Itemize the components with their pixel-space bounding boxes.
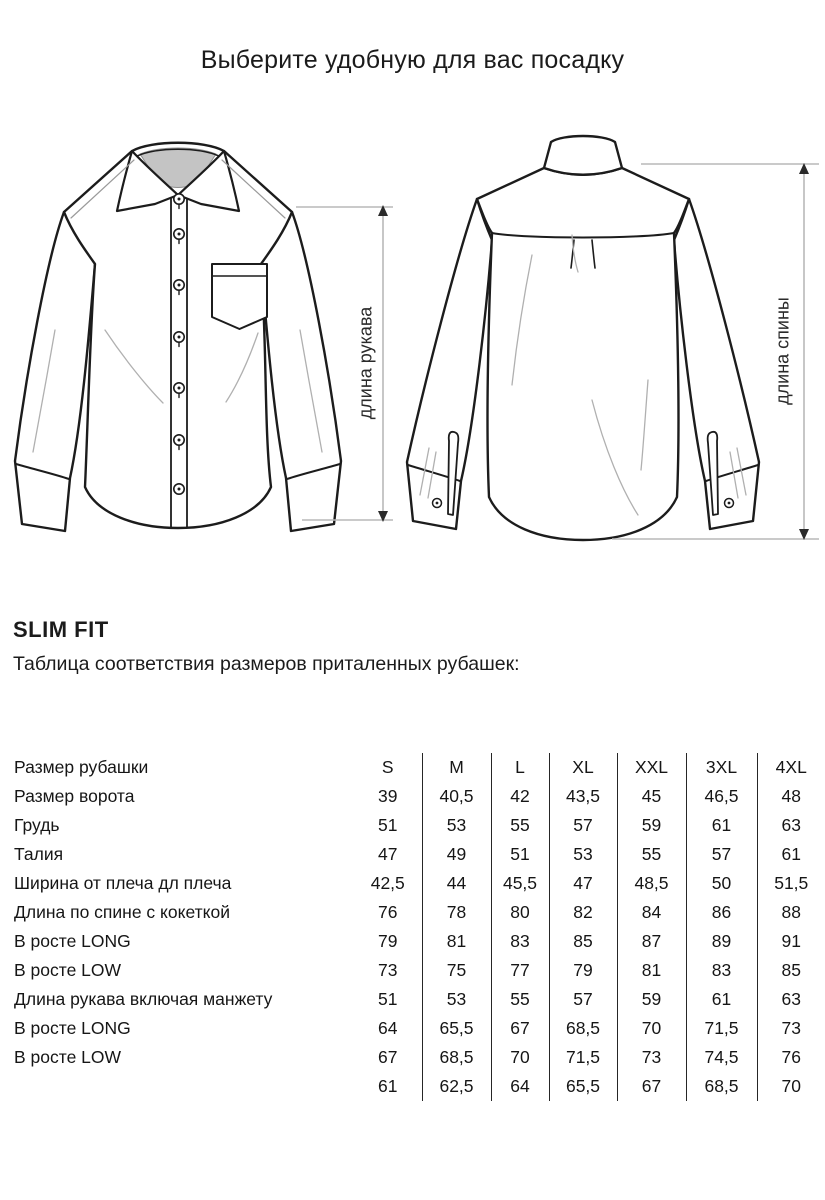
table-cell: 81	[422, 927, 491, 956]
fit-heading: SLIM FIT	[13, 617, 109, 642]
back-length-label: длина спины	[772, 297, 793, 405]
table-cell: 57	[549, 985, 617, 1014]
table-cell: 47	[549, 869, 617, 898]
table-cell: 61	[757, 840, 825, 869]
table-cell: 68,5	[686, 1072, 757, 1101]
table-cell: 68,5	[422, 1043, 491, 1072]
table-cell: 67	[617, 1072, 686, 1101]
table-row	[0, 956, 825, 985]
table-cell: 61	[686, 811, 757, 840]
table-cell: 79	[549, 956, 617, 985]
table-cell: 67	[378, 1047, 398, 1067]
table-cell: 59	[617, 811, 686, 840]
row-label: В росте LOW	[14, 960, 122, 980]
cuff-button-icon	[433, 499, 442, 508]
row-label: Грудь	[14, 815, 60, 835]
table-cell: 73	[378, 960, 398, 980]
shirt-back-diagram	[407, 136, 759, 540]
table-cell: 70	[617, 1014, 686, 1043]
table-row	[0, 782, 825, 811]
table-cell: 64	[491, 1072, 549, 1101]
table-cell: 53	[549, 840, 617, 869]
table-cell: 55	[491, 985, 549, 1014]
table-cell: 80	[491, 898, 549, 927]
table-cell: 42	[491, 782, 549, 811]
table-cell: 45,5	[491, 869, 549, 898]
table-cell: 48	[757, 782, 825, 811]
size-table	[0, 753, 825, 1101]
row-label	[0, 1072, 354, 1101]
table-cell: 76	[378, 902, 398, 922]
shirt-front-diagram	[15, 143, 341, 531]
table-cell: 89	[686, 927, 757, 956]
table-row	[0, 1043, 825, 1072]
table-cell: 74,5	[686, 1043, 757, 1072]
table-cell: 81	[617, 956, 686, 985]
table-cell: 86	[686, 898, 757, 927]
table-cell: 51	[378, 989, 398, 1009]
table-cell: 3XL	[686, 753, 757, 782]
row-label: В росте LONG	[14, 931, 131, 951]
table-cell: 48,5	[617, 869, 686, 898]
row-label: В росте LONG	[14, 1018, 131, 1038]
row-label: Размер рубашки	[14, 757, 149, 777]
table-row	[0, 869, 825, 898]
table-cell: 57	[686, 840, 757, 869]
table-cell: 55	[491, 811, 549, 840]
table-cell: 70	[491, 1043, 549, 1072]
table-cell: 59	[617, 985, 686, 1014]
table-cell: 68,5	[549, 1014, 617, 1043]
table-cell: 39	[378, 786, 398, 806]
table-cell: 40,5	[422, 782, 491, 811]
table-cell: 49	[422, 840, 491, 869]
table-cell: 76	[757, 1043, 825, 1072]
table-cell: 83	[491, 927, 549, 956]
page-title: Выберите удобную для вас посадку	[200, 46, 625, 74]
table-cell: 51,5	[757, 869, 825, 898]
table-cell: 82	[549, 898, 617, 927]
front-right-sleeve	[261, 212, 341, 531]
table-row	[0, 753, 825, 782]
table-cell: 78	[422, 898, 491, 927]
table-cell: 84	[617, 898, 686, 927]
table-cell: 50	[686, 869, 757, 898]
row-label: Размер ворота	[14, 786, 135, 806]
table-row	[0, 985, 825, 1014]
table-cell: 73	[757, 1014, 825, 1043]
table-row	[0, 1014, 825, 1043]
table-cell: 79	[378, 931, 398, 951]
table-cell: 61	[378, 1076, 398, 1096]
table-cell: 61	[686, 985, 757, 1014]
size-table-body	[0, 753, 825, 1101]
shirt-diagrams	[0, 120, 825, 560]
sleeve-length-label: длина рукава	[355, 306, 376, 420]
button-icon	[174, 484, 184, 494]
table-cell: 91	[757, 927, 825, 956]
table-cell: 46,5	[686, 782, 757, 811]
table-cell: 87	[617, 927, 686, 956]
table-cell: 85	[549, 927, 617, 956]
table-cell: S	[381, 757, 394, 777]
table-cell: 44	[422, 869, 491, 898]
table-cell: 57	[549, 811, 617, 840]
table-cell: 67	[491, 1014, 549, 1043]
table-cell: M	[422, 753, 491, 782]
table-cell: 73	[617, 1043, 686, 1072]
table-cell: 71,5	[549, 1043, 617, 1072]
table-cell: 51	[491, 840, 549, 869]
table-cell: 43,5	[549, 782, 617, 811]
table-cell: 4XL	[757, 753, 825, 782]
row-label: Талия	[14, 844, 64, 864]
table-cell: 71,5	[686, 1014, 757, 1043]
table-cell: XL	[549, 753, 617, 782]
row-label: Длина по спине с кокеткой	[14, 902, 231, 922]
table-cell: 42,5	[370, 873, 405, 893]
table-row	[0, 811, 825, 840]
chest-pocket	[212, 264, 267, 329]
table-cell: 64	[378, 1018, 398, 1038]
table-cell: 85	[757, 956, 825, 985]
table-cell: 70	[757, 1072, 825, 1101]
table-cell: 75	[422, 956, 491, 985]
table-cell: 47	[378, 844, 398, 864]
table-row	[0, 1072, 825, 1101]
table-cell: XXL	[617, 753, 686, 782]
table-row	[0, 840, 825, 869]
table-caption: Таблица соответствия размеров приталенных рубашек:	[13, 653, 520, 675]
table-row	[0, 927, 825, 956]
table-cell: 83	[686, 956, 757, 985]
row-label: В росте LOW	[14, 1047, 122, 1067]
back-body	[477, 168, 689, 540]
row-label: Ширина от плеча дл плеча	[14, 873, 232, 893]
table-cell: 53	[422, 811, 491, 840]
table-cell: 62,5	[422, 1072, 491, 1101]
back-collar	[544, 136, 622, 175]
table-cell: 65,5	[422, 1014, 491, 1043]
table-cell: 88	[757, 898, 825, 927]
table-cell: 53	[422, 985, 491, 1014]
table-cell: 65,5	[549, 1072, 617, 1101]
table-cell: 51	[378, 815, 398, 835]
front-left-sleeve	[15, 212, 95, 531]
table-cell: 77	[491, 956, 549, 985]
cuff-button-icon	[725, 499, 734, 508]
row-label: Длина рукава включая манжету	[14, 989, 273, 1009]
table-cell: 63	[757, 811, 825, 840]
table-cell: 45	[617, 782, 686, 811]
table-cell: 55	[617, 840, 686, 869]
table-cell: L	[491, 753, 549, 782]
table-row	[0, 898, 825, 927]
table-cell: 63	[757, 985, 825, 1014]
